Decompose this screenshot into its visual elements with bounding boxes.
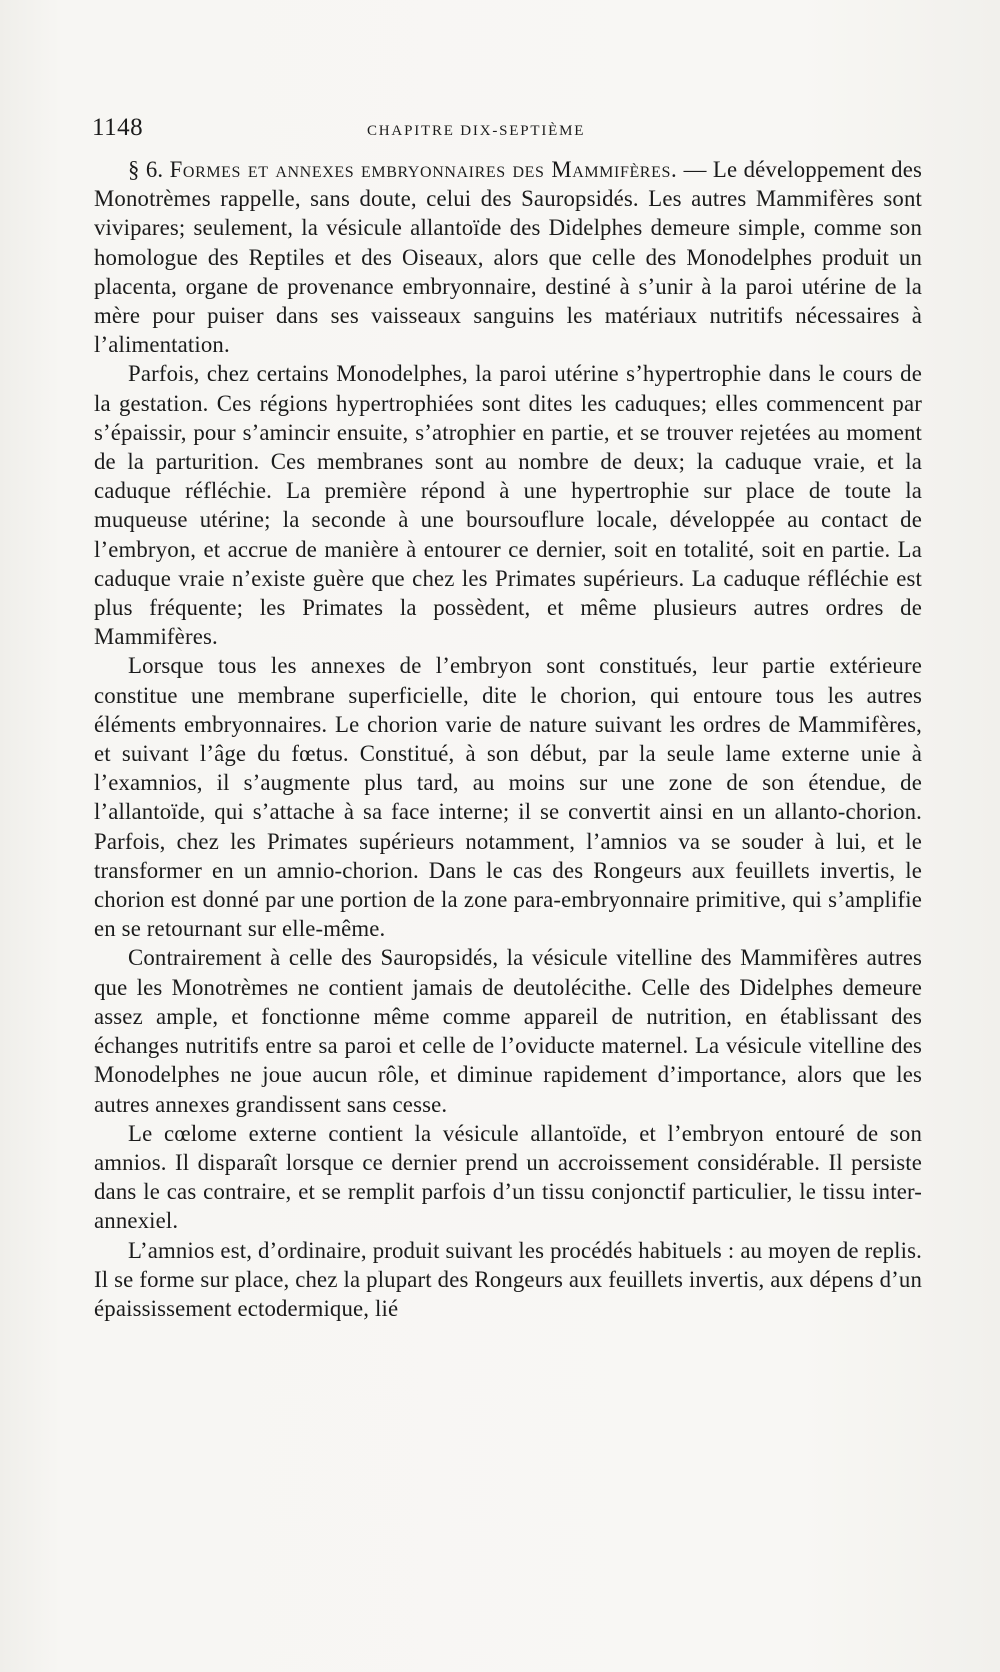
paragraph: Lorsque tous les annexes de l’embryon sont constitués, leur partie extérieure constitue une membrane superficielle, dite le chorion, qui entoure tous les autres éléments embryonnaires. Le chorion varie de nature suivant les ordres de Mammifères, et suivant l’âge du fœtus. Constitué, à son début, par la seule lame externe unie à l’examnios, il s’augmente plus tard, au moins sur une zone de son étendue, de l’allantoïde, qui s’attache à sa face interne; il se convertit ainsi en un allanto-chorion. Parfois, chez les Primates supérieurs notamment, l’amnios va se souder à lui, et le transformer en un amnio-chorion. Dans le cas des Rongeurs aux feuillets invertis, le chorion est donné par une portion de la zone para-embryonnaire primitive, qui s’amplifie en se retournant sur elle-même.	[94, 653, 922, 942]
section-marker: § 6.	[128, 157, 164, 182]
page-header	[92, 114, 922, 154]
page-number: 1148	[92, 114, 144, 141]
paragraph: Le cœlome externe contient la vésicule allantoïde, et l’embryon entouré de son amnios. Il disparaît lorsque ce dernier prend un accroissement considérable. Il persiste dans le cas contraire, et se remplit parfois d’un tissu conjonctif particulier, le tissu inter-annexiel.	[94, 1120, 922, 1234]
section-heading: Formes et annexes embryonnaires des Mammifères.	[169, 157, 678, 182]
running-head: CHAPITRE DIX-SEPTIÈME	[367, 123, 586, 139]
heading-dash: —	[683, 157, 707, 182]
paragraph-text: Le développement des Monotrèmes rappelle, sans doute, celui des Sauropsidés. Les autres Mammifères sont vivipares; seulement, la vésicule allantoïde des Didelphes demeure simple, comme son homologue des Reptiles et des Oiseaux, alors que celle des Monodelphes produit un placenta, organe de provenance embryonnaire, destiné à s’unir à la paroi utérine de la mère pour puiser dans ses vaisseaux sanguins les matériaux nutritifs nécessaires à l’alimentation.	[94, 157, 922, 358]
paragraph	[94, 155, 922, 359]
paragraph: Contrairement à celle des Sauropsidés, la vésicule vitelline des Mammifères autres que les Monotrèmes ne contient jamais de deutolécithe. Celle des Didelphes demeure assez ample, et fonctionne même comme appareil de nutrition, en établissant des échanges nutritifs entre sa paroi et celle de l’oviducte maternel. La vésicule vitelline des Monodelphes ne joue aucun rôle, et diminue rapidement d’importance, alors que les autres annexes grandissent sans cesse.	[94, 945, 922, 1117]
section-body	[94, 155, 922, 1323]
paragraph: Parfois, chez certains Monodelphes, la paroi utérine s’hypertrophie dans le cours de la gestation. Ces régions hypertrophiées sont dites les caduques; elles commencent par s’épaissir, pour s’amincir ensuite, s’atrophier en partie, et se trouver rejetées au moment de la parturition. Ces membranes sont au nombre de deux; la caduque vraie, et la caduque réfléchie. La première répond à une hypertrophie sur place de toute la muqueuse utérine; la seconde à une boursouflure locale, développée au contact de l’embryon, et accrue de manière à entourer ce dernier, soit en totalité, soit en partie. La caduque vraie n’existe guère que chez les Primates supérieurs. La caduque réfléchie est plus fréquente; les Primates la possèdent, et même plusieurs autres ordres de Mammifères.	[94, 361, 922, 650]
paragraph: L’amnios est, d’ordinaire, produit suivant les procédés habituels : au moyen de replis. Il se forme sur place, chez la plupart des Rongeurs aux feuillets invertis, aux dépens d’un épaississement ectodermique, lié	[94, 1237, 922, 1321]
